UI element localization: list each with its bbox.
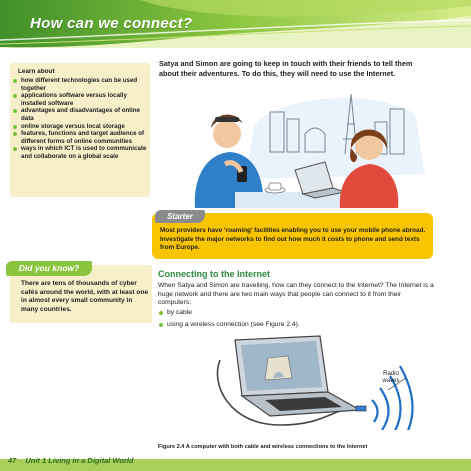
section-heading: Connecting to the Internet bbox=[158, 269, 270, 279]
bullet-item-wireless: using a wireless connection (see Figure 2.4). bbox=[158, 321, 427, 328]
page-footer bbox=[8, 456, 143, 465]
list-item: online storage versus local storage bbox=[12, 123, 148, 131]
did-you-know-label: Did you know? bbox=[6, 261, 92, 276]
video-call-illustration bbox=[175, 84, 437, 208]
did-you-know-text: There are tens of thousands of cyber cafés around the world, with at least one in almost every small community in many countries. bbox=[21, 280, 149, 313]
unit-title: Unit 1 Living in a Digital World bbox=[25, 456, 134, 465]
bullet-item-cable: by cable bbox=[158, 309, 427, 316]
list-item: how different technologies can be used together bbox=[12, 77, 148, 92]
wireless-dongle bbox=[356, 406, 366, 411]
learn-about-list bbox=[12, 77, 148, 161]
radio-waves-label: Radio waves bbox=[382, 371, 400, 384]
section-body: When Satya and Simon are travelling, how can they connect to the Internet? The Internet is a huge network and there are two main ways that people can connect to it from their computers: bbox=[158, 282, 434, 307]
page-title: How can we connect? bbox=[30, 15, 193, 32]
starter-text: Most providers have ‘roaming’ facilities enabling you to use your mobile phone abroad. Investigate the major networks to find out how much it costs to phone and send texts from Europe. bbox=[160, 227, 426, 252]
list-item: ways in which ICT is used to communicate and collaborate on a global scale bbox=[12, 145, 148, 160]
list-item: advantages and disadvantages of online data bbox=[12, 107, 148, 122]
page-number: 47 bbox=[8, 456, 17, 465]
learn-about-heading: Learn about bbox=[18, 68, 55, 75]
list-item: applications software versus locally installed software bbox=[12, 92, 148, 107]
starter-label: Starter bbox=[155, 210, 205, 223]
list-item: features, functions and target audience of different forms of online communities bbox=[12, 130, 148, 145]
figure-caption: Figure 2.4 A computer with both cable and wireless connections to the Internet bbox=[158, 444, 368, 450]
intro-paragraph: Satya and Simon are going to keep in touch with their friends to tell them about their adventures. To do this, they will need to use the Internet. bbox=[159, 59, 413, 78]
